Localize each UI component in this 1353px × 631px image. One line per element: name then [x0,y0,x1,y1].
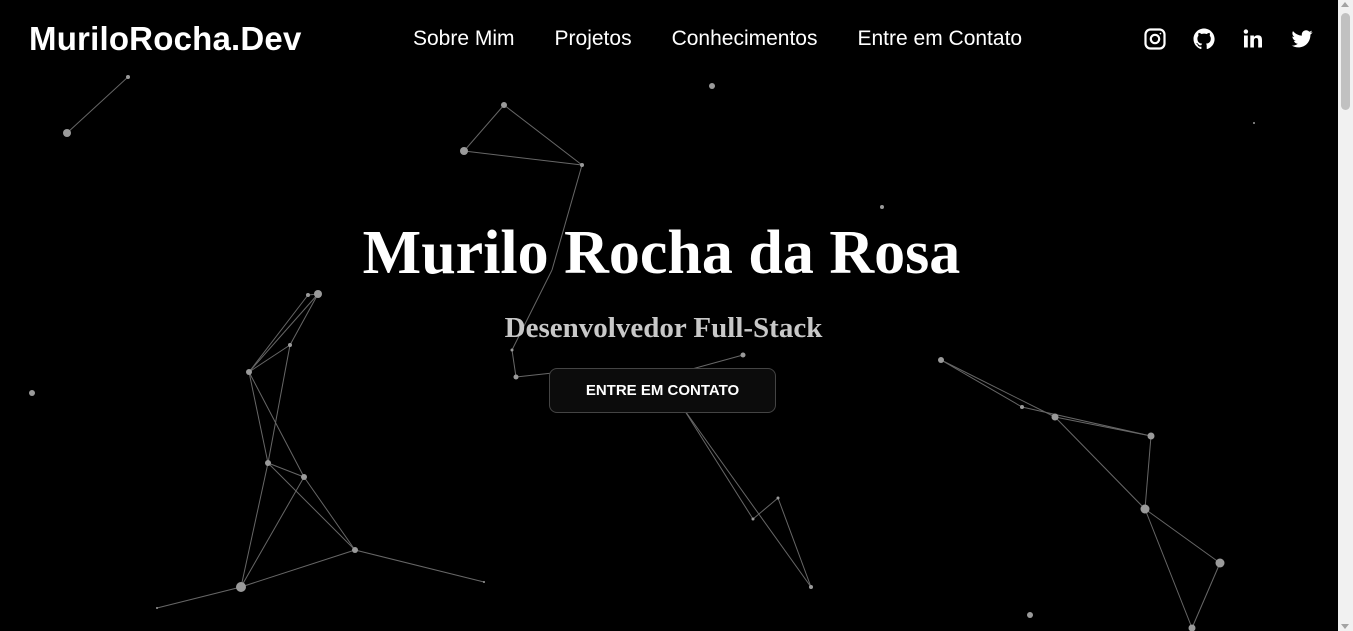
hero-subtitle: Desenvolvedor Full-Stack [504,312,823,344]
scroll-down-icon[interactable] [1341,624,1349,629]
scrollbar-thumb[interactable] [1341,13,1350,110]
github-icon[interactable] [1192,27,1216,51]
hero-title: Murilo Rocha da Rosa [362,219,961,287]
nav-link-entre-em-contato[interactable]: Entre em Contato [857,27,1023,50]
navbar [0,0,1338,80]
instagram-icon[interactable] [1143,27,1167,51]
linkedin-icon[interactable] [1241,27,1265,51]
brand-logo[interactable]: MuriloRocha.Dev [29,20,302,57]
nav-links [413,27,1022,51]
nav-link-sobre-mim[interactable]: Sobre Mim [413,27,515,50]
vertical-scrollbar[interactable] [1338,0,1353,631]
scroll-up-icon[interactable] [1341,2,1349,7]
twitter-icon[interactable] [1290,27,1314,51]
nav-link-conhecimentos[interactable]: Conhecimentos [671,27,818,50]
contact-button[interactable]: ENTRE EM CONTATO [549,368,776,413]
nav-link-projetos[interactable]: Projetos [554,27,632,50]
social-links [1143,27,1314,51]
